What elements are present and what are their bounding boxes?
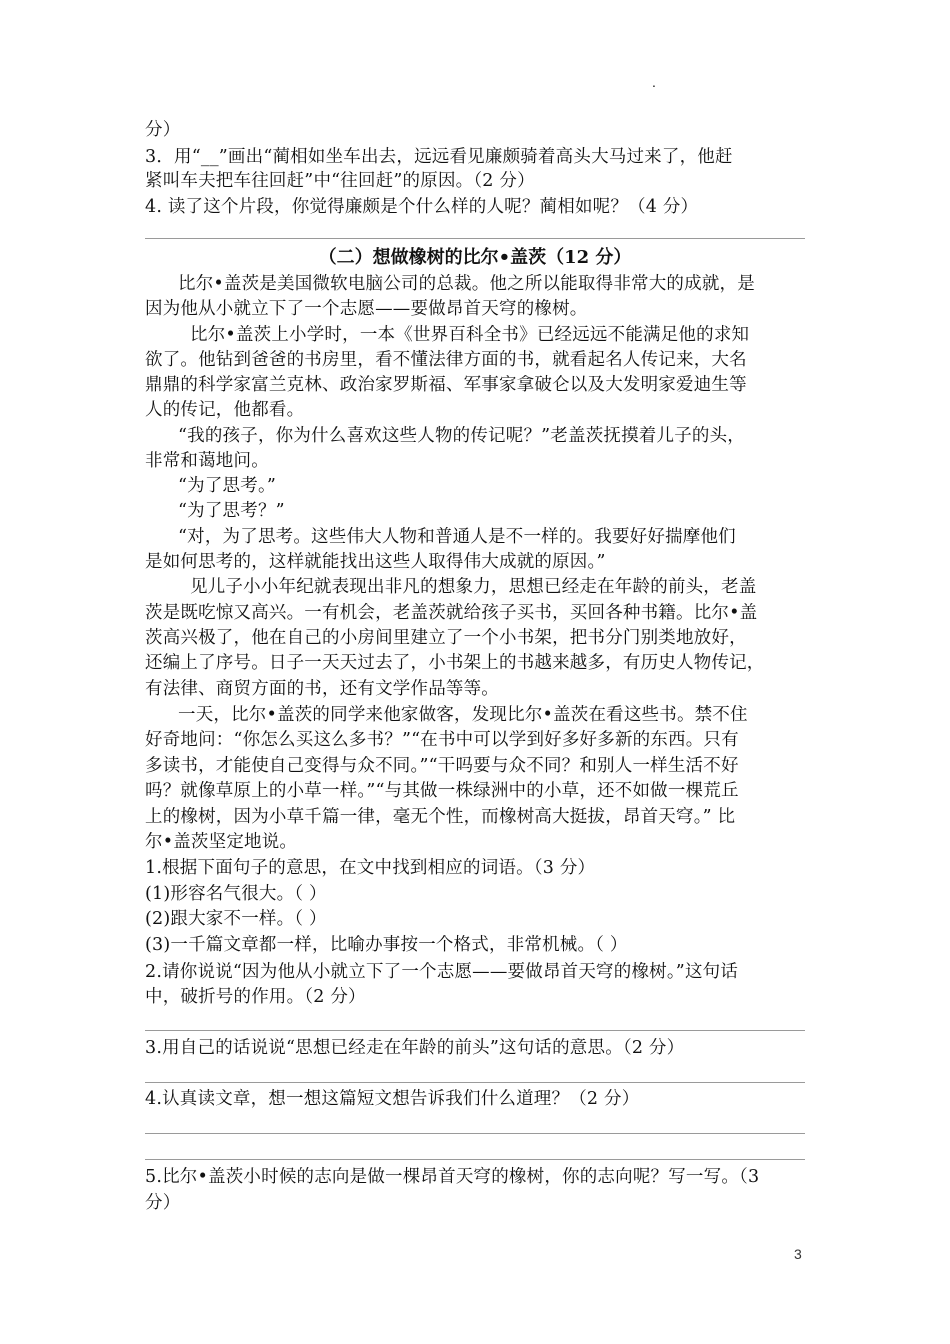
question-2-line-1: 2.请你说说“因为他从小就立下了一个志愿——要做昂首天穹的橡树。”这句话 [145,962,739,982]
paragraph-line: 还编上了序号。日子一天天过去了，小书架上的书越来越多，有历史人物传记， [145,653,765,673]
paragraph-line: “对，为了思考。这些伟大人物和普通人是不一样的。我要好好揣摩他们 [178,527,736,547]
paragraph-line: 鼎鼎的科学家富兰克林、政治家罗斯福、军事家拿破仑以及大发明家爱迪生等 [145,375,747,395]
question-4: 4.认真读文章，想一想这篇短文想告诉我们什么道理？（2 分） [145,1089,640,1109]
answer-line [145,1030,805,1031]
header-dot: . [652,74,656,90]
paragraph-line: “为了思考？” [178,501,285,521]
paragraph-line: 有法律、商贸方面的书，还有文学作品等等。 [145,679,499,699]
answer-line [145,1159,805,1160]
paragraph-line: 吗？就像草原上的小草一样。”“与其做一株绿洲中的小草，还不如做一棵荒丘 [145,781,739,801]
paragraph-line: 比尔•盖茨是美国微软电脑公司的总裁。他之所以能取得非常大的成就，是 [178,274,755,294]
paragraph-line: 因为他从小就立下了一个志愿——要做昂首天穹的橡树。 [145,299,588,319]
paragraph-line: 茨是既吃惊又高兴。一有机会，老盖茨就给孩子买书，买回各种书籍。比尔•盖 [145,603,758,623]
paragraph-line: 欲了。他钻到爸爸的书房里，看不懂法律方面的书，就看起名人传记来，大名 [145,350,747,370]
page-number: 3 [794,1246,802,1262]
paragraph-line: 是如何思考的，这样就能找出这些人取得伟大成就的原因。” [145,552,606,572]
paragraph-line: 人的传记，他都看。 [145,400,305,420]
question-2-line-2: 中，破折号的作用。（2 分） [145,987,366,1007]
question-1-item-2: (2)跟大家不一样。（ ） [145,909,327,929]
question-4: 4. 读了这个片段，你觉得廉颇是个什么样的人呢？蔺相如呢？（4 分） [145,197,699,217]
paragraph-line: 非常和蔼地问。 [145,451,269,471]
question-5-line-1: 5.比尔•盖茨小时候的志向是做一棵昂首天穹的橡树，你的志向呢？写一写。（3 [145,1167,760,1187]
paragraph-line: “我的孩子，你为什么喜欢这些人物的传记呢？”老盖茨抚摸着儿子的头， [178,426,745,446]
answer-line [145,1082,805,1083]
paragraph-line: 见儿子小小年纪就表现出非凡的想象力，思想已经走在年龄的前头，老盖 [190,577,757,597]
prev-question-tail: 分） [145,120,181,140]
paragraph-line: “为了思考。” [178,476,277,496]
paragraph-line: 茨高兴极了，他在自己的小房间里建立了一个小书架，把书分门别类地放好， [145,628,747,648]
question-1-item-1: (1)形容名气很大。（ ） [145,884,327,904]
paragraph-line: 比尔•盖茨上小学时，一本《世界百科全书》已经远远不能满足他的求知 [190,325,750,345]
question-3: 3.用自己的话说说“思想已经走在年龄的前头”这句话的意思。（2 分） [145,1038,685,1058]
paragraph-line: 好奇地问：“你怎么买这么多书？”“在书中可以学到好多好多新的东西。只有 [145,730,739,750]
question-5-line-2: 分） [145,1193,181,1213]
paragraph-line: 一天，比尔•盖茨的同学来他家做客，发现比尔•盖茨在看这些书。禁不住 [178,705,748,725]
paragraph-line: 上的橡树，因为小草千篇一律，毫无个性，而橡树高大挺拔，昂首天穹。” 比 [145,807,736,827]
section-title: （二）想做橡树的比尔•盖茨（12 分） [318,247,632,268]
question-1-item-3: (3)一千篇文章都一样，比喻办事按一个格式，非常机械。（ ） [145,935,628,955]
answer-line [145,1133,805,1134]
question-3-line-1: 3．用“__”画出“蔺相如坐车出去，远远看见廉颇骑着高头大马过来了，他赶 [145,147,733,167]
paragraph-line: 多读书，才能使自己变得与众不同。”“干吗要与众不同？和别人一样生活不好 [145,756,739,776]
paragraph-line: 尔•盖茨坚定地说。 [145,832,298,852]
answer-line [145,238,805,239]
question-1: 1.根据下面句子的意思，在文中找到相应的词语。（3 分） [145,858,596,878]
question-3-line-2: 紧叫车夫把车往回赶”中“往回赶”的原因。（2 分） [145,171,535,191]
